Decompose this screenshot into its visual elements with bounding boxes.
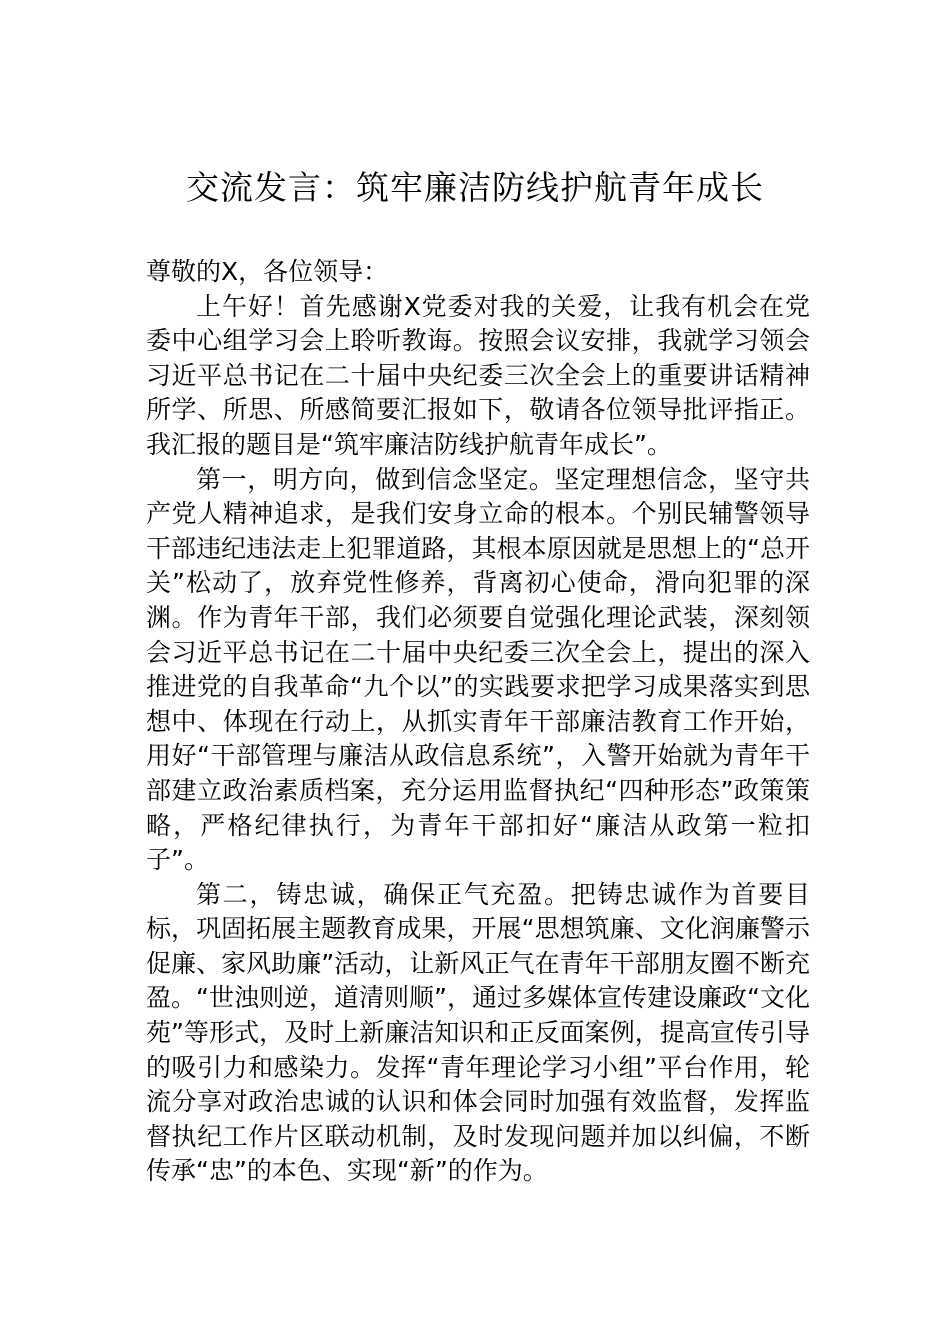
document-title: 交流发言：筑牢廉洁防线护航青年成长 xyxy=(186,168,764,207)
document-body xyxy=(146,255,810,1189)
salutation: 尊敬的X，各位领导： xyxy=(146,257,389,286)
paragraph-first-point: 第一，明方向，做到信念坚定。坚定理想信念，坚守共产党人精神追求，是我们安身立命的根本。个别民辅警领导干部违纪违法走上犯罪道路，其根本原因就是思想上的“总开关”松动了，放弃党性修养，背离初心使命，滑向犯罪的深渊。作为青年干部，我们必须要自觉强化理论武装，深刻领会习近平总书记在二十届中央纪委三次全会上，提出的深入推进党的自我革命“九个以”的实践要求把学习成果落实到思想中、体现在行动上，从抓实青年干部廉洁教育工作开始，用好“干部管理与廉洁从政信息系统”，入警开始就为青年干部建立政治素质档案，充分运用监督执纪“四种形态”政策策略，严格纪律执行，为青年干部扣好“廉洁从政第一粒扣子”。 xyxy=(146,464,810,875)
paragraph-greeting: 上午好！首先感谢X党委对我的关爱，让我有机会在党委中心组学习会上聆听教诲。按照会议安排，我就学习领会习近平总书记在二十届中央纪委三次全会上的重要讲话精神所学、所思、所感简要汇报如下，敬请各位领导批评指正。我汇报的题目是“筑牢廉洁防线护航青年成长”。 xyxy=(146,291,810,459)
paragraph-second-point: 第二，铸忠诚，确保正气充盈。把铸忠诚作为首要目标，巩固拓展主题教育成果，开展“思想筑廉、文化润廉警示促廉、家风助廉”活动，让新风正气在青年干部朋友圈不断充盈。“世浊则逆，道清则顺”，通过多媒体宣传建设廉政“文化苑”等形式，及时上新廉洁知识和正反面案例，提高宣传引导的吸引力和感染力。发挥“青年理论学习小组”平台作用，轮流分享对政治忠诚的认识和体会同时加强有效监督，发挥监督执纪工作片区联动机制，及时发现问题并加以纠偏，不断传承“忠”的本色、实现“新”的作为。 xyxy=(146,879,810,1186)
